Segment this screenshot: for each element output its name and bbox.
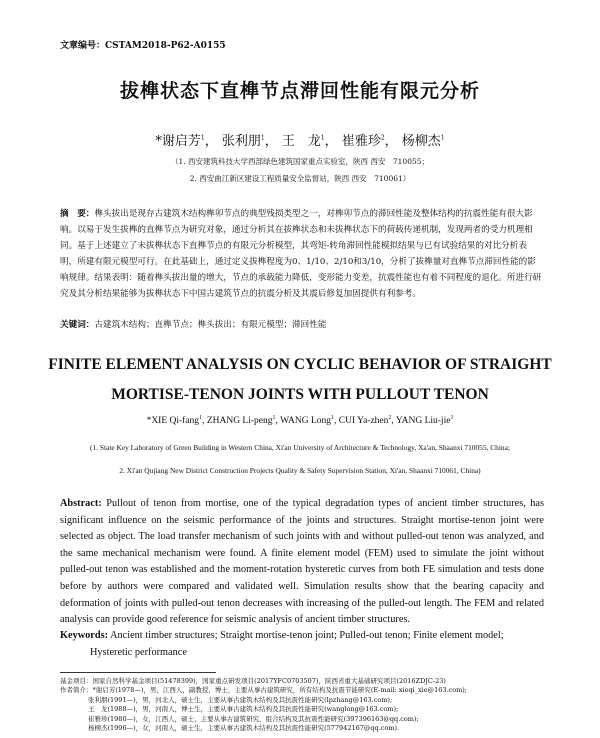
author-name: *谢启芳 bbox=[155, 134, 201, 149]
author-affiliation-mark: 1 bbox=[272, 414, 276, 421]
english-abstract-text: Pullout of tenon from mortise, one of the typical degradation types of ancient timber structures, has significant influence on the seismic performance of the joints and structures. Straight mortise-tenon joint were selected as object. The load transfer mechanism of such joints with and without pulled-out tenon was analyzed, and the same mechanical mechanism were found. A finite element model (FEM) used to simulate the joint without pulled-out tenon was established and the moment-rotation hysteretic curves from both FE simulation and tests done before by authors were compared and validated well. Simulation results show that the bearing capacity and deformation of joints with pulled-out tenon decreases with increasing of the pulled-out length. The FEM and related analysis can provide good reference for seismic analysis of ancient timber structures. bbox=[60, 498, 544, 626]
author-name: ZHANG Li-peng bbox=[206, 416, 273, 426]
english-title bbox=[0, 350, 600, 410]
author-affiliation-mark: 2 bbox=[388, 414, 392, 421]
author-name: 张利朋 bbox=[221, 134, 261, 149]
english-keywords bbox=[60, 628, 544, 661]
author-affiliation-mark: 1 bbox=[260, 134, 265, 142]
chinese-abstract-label: 摘 要： bbox=[60, 209, 95, 219]
author-affiliation-mark: 1 bbox=[320, 134, 325, 142]
author-affiliation-mark: 1 bbox=[200, 134, 205, 142]
footnote-author-bio: 王 龙(1988—)，男，河南人，博士生，主要从事古建筑木结构及其抗震性能研究(wanglong@163.com); bbox=[88, 705, 399, 714]
english-author-list: *XIE Qi-fang$^1$, ZHANG Li-peng$^1$, WANG Long$^1$, CUI Ya-zhen$^2$, YANG Liu-jie$^1$ bbox=[146, 414, 454, 426]
chinese-keywords-text: 古建筑木结构；直榫节点；榫头拔出；有限元模型；滞回性能 bbox=[94, 320, 327, 330]
author-affiliation-mark: 1 bbox=[440, 134, 445, 142]
english-title-line-2: MORTISE-TENON JOINTS WITH PULLOUT TENON bbox=[111, 386, 489, 403]
chinese-affiliation-2: 2. 西安曲江新区建设工程质量安全监督站，陕西 西安 710061） bbox=[189, 174, 411, 183]
footnote-author-bio: 崔雅珍(1980—)，女，江西人，硕士，主要从事古建筑研究，组合结构及其抗震性能研究(397396163@qq.com); bbox=[88, 714, 419, 723]
chinese-keywords bbox=[60, 318, 544, 330]
english-abstract bbox=[60, 496, 544, 629]
author-affiliation-mark: 2 bbox=[380, 134, 385, 142]
author-name: *XIE Qi-fang bbox=[146, 416, 200, 426]
footnote-funding: 基金项目：国家自然科学基金项目(51478399)，国家重点研发项目(2017YFC0703507)，陕西省重大基础研究项目(2016ZDJC-23) bbox=[60, 677, 446, 685]
english-affiliation-2: 2. Xi'an Qujiang New District Construction Projects Quality & Safety Supervision Station, Xi'an, Shaanxi 710061, China) bbox=[119, 466, 481, 475]
author-name: YANG Liu-jie bbox=[395, 416, 451, 426]
author-affiliation-mark: 1 bbox=[199, 414, 203, 421]
article-number: 文章编号：CSTAM2018-P62-A0155 bbox=[60, 41, 226, 51]
author-name: CUI Ya-zhen bbox=[338, 416, 389, 426]
chinese-author-list: *谢启芳$^1$， 张利朋$^1$， 王 龙$^1$， 崔雅珍$^2$， 杨柳杰$^1$ bbox=[155, 134, 445, 149]
english-title-line-1: FINITE ELEMENT ANALYSIS ON CYCLIC BEHAVIOR OF STRAIGHT bbox=[48, 356, 552, 373]
footnote-author-bio: 杨柳杰(1996—)，女，河南人，硕士生，主要从事古建筑木结构及其抗震性能研究(577942167@qq.com). bbox=[88, 724, 400, 733]
chinese-keywords-label: 关键词： bbox=[60, 320, 95, 330]
author-name: 崔雅珍 bbox=[341, 134, 381, 149]
footnote-author-bio: 作者简介：*谢启芳(1978—)，男，江西人，副教授，博士，主要从事古建筑研究，所有结构及抗震节能研究(E-mail: xieqi_xie@163.com); bbox=[60, 686, 468, 695]
author-affiliation-mark: 1 bbox=[331, 414, 335, 421]
chinese-title: 拔榫状态下直榫节点滞回性能有限元分析 bbox=[119, 80, 480, 102]
author-name: 杨柳杰 bbox=[401, 134, 441, 149]
english-affiliation-1: (1. State Key Laboratory of Green Building in Western China, Xi'an University of Architecture & Technology, Xa'an, Shaanxi 710055, China; bbox=[90, 443, 510, 452]
english-abstract-label: Abstract: bbox=[60, 498, 102, 509]
author-name: 王 龙 bbox=[281, 134, 321, 149]
author-affiliation-mark: 1 bbox=[450, 414, 454, 421]
chinese-abstract-text: 榫头拔出是现存古建筑木结构榫卯节点的典型残损类型之一，对榫卯节点的滞回性能及整体结构的抗震性能有很大影响。以易于发生拔榫的直榫节点为研究对象，通过分析其在拔榫状态和未拔榫状态下的荷载传递机制，发现两者的受力机理相同。基于上述建立了未拔榫状态下直榫节点的有限元分析模型，其弯矩-转角滞回性能模拟结果与已有试验结果的对比分析表明，所建有限元模型可行。在此基础上，通过定义拔榫程度为0、1/10、2/10和3/10，分析了拔榫量对直榫节点滞回性能的影响规律。结果表明：随着榫头拔出量的增大，节点的承载能力降低，变形能力变差，抗震性能也有着不同程度的退化。所进行研究及其分析结果能够为拔榫状态下中国古建筑节点的抗震分析及其震后修复加固提供有利参考。 bbox=[60, 209, 542, 299]
english-keywords-line-1: Ancient timber structures; Straight mortise-tenon joint; Pulled-out tenon; Finite element model; bbox=[110, 630, 504, 641]
english-keywords-label: Keywords: bbox=[60, 630, 109, 641]
footnotes bbox=[60, 677, 550, 733]
chinese-abstract bbox=[60, 206, 544, 302]
chinese-affiliation-1: （1. 西安建筑科技大学西部绿色建筑国家重点实验室，陕西 西安 710055； bbox=[170, 157, 430, 166]
author-name: WANG Long bbox=[280, 416, 332, 426]
footnote-divider bbox=[60, 672, 216, 673]
footnote-author-bio: 张利朋(1991—)，男，河北人，硕士生，主要从事古建筑木结构及其抗震性能研究(lpzhang@163.com); bbox=[88, 695, 393, 704]
english-keywords-line-2: Hysteretic performance bbox=[90, 646, 187, 658]
